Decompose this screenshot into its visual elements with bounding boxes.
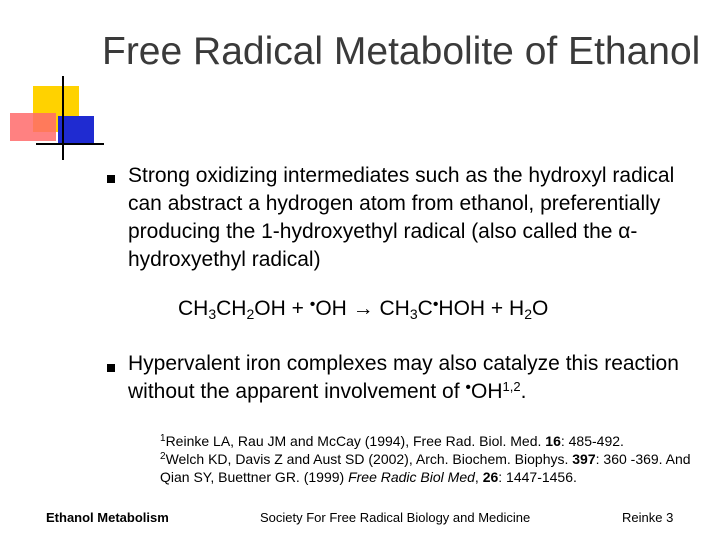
bullet-1-text: Strong oxidizing intermediates such as the hydroxyl radical can abstract a hydrogen atom from ethanol, preferentially producing the 1-hydroxyethyl radical (also called the α-hydroxyethyl radical)	[128, 164, 675, 271]
references	[160, 432, 700, 486]
footer-left: Ethanol Metabolism	[46, 510, 169, 525]
footer-right: Reinke 3	[622, 510, 674, 525]
reaction-equation: $CH_3CH_2OH + ^•OH \to CH_3C^•HOH + H_2O$	[178, 296, 549, 322]
footer-center: Society For Free Radical Biology and Medicine	[260, 510, 531, 525]
bullet-square-icon	[107, 175, 115, 183]
slide-title: Free Radical Metabolite of Ethanol	[102, 30, 701, 73]
decor-vertical-line	[62, 76, 64, 160]
reference-1: $^1$Reinke LA, Rau JM and McCay (1994), Free Rad. Biol. Med. 16: 485-492.	[160, 433, 624, 449]
reaction-arrow: →	[352, 297, 374, 320]
bullet-2-text: Hypervalent iron complexes may also catalyze this reaction without the apparent involvement of •OH$^{1,2}$.	[128, 352, 679, 403]
decor-horizontal-line	[36, 143, 104, 145]
decor-red-square	[10, 113, 56, 141]
reference-2: $^2$Welch KD, Davis Z and Aust SD (2002), Arch. Biochem. Biophys. 397: 360 -369. And Qian SY, Buettner GR. (1999) Free Radic Biol Med, 26: 1447-1456.	[160, 451, 691, 485]
bullet-square-icon	[107, 364, 115, 372]
